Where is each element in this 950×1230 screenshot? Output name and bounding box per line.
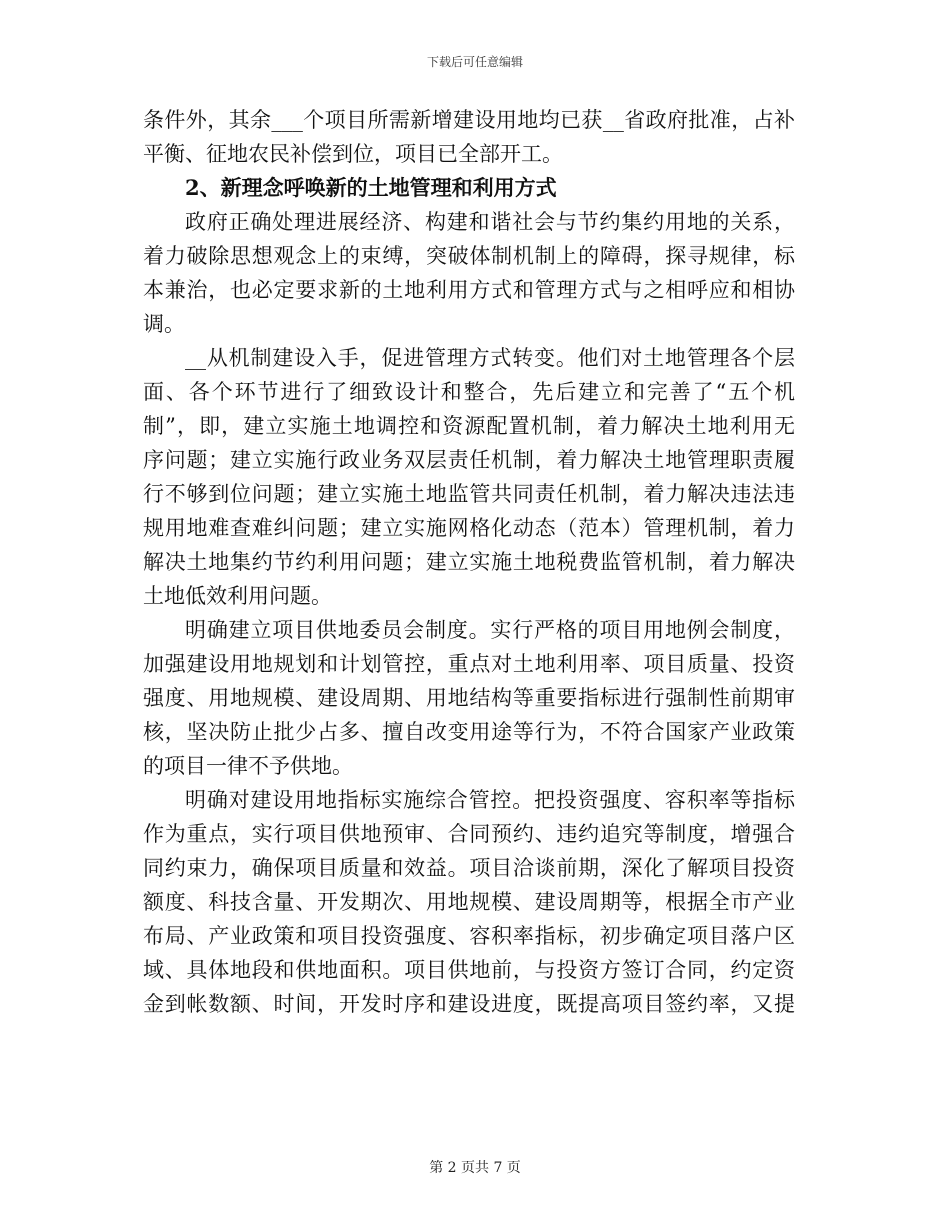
text-line: 明确对建设用地指标实施综合管控。把投资强度、容积率等指标 bbox=[185, 788, 795, 812]
text-line: 解决土地集约节约利用问题；建立实施土地税费监管机制，着力解决 bbox=[143, 550, 795, 574]
text-line: 额度、科技含量、开发期次、用地规模、建设周期等，根据全市产业 bbox=[143, 890, 795, 914]
text-line: 核，坚决防止批少占多、擅自改变用途等行为，不符合国家产业政策 bbox=[143, 720, 795, 744]
text-line: 调。 bbox=[143, 312, 185, 336]
text-line: 本兼治，也必定要求新的土地利用方式和管理方式与之相呼应和相协 bbox=[143, 278, 795, 302]
text-line: 金到帐数额、时间，开发时序和建设进度，既提高项目签约率，又提 bbox=[143, 992, 795, 1016]
text-line: 行不够到位问题；建立实施土地监管共同责任机制，着力解决违法违 bbox=[143, 482, 795, 506]
text-line: 的项目一律不予供地。 bbox=[143, 754, 353, 778]
text-line: __从机制建设入手，促进管理方式转变。他们对土地管理各个层 bbox=[185, 346, 795, 370]
text-line: 作为重点，实行项目供地预审、合同预约、违约追究等制度，增强合 bbox=[143, 822, 795, 846]
document-body bbox=[143, 103, 795, 1021]
page-footer: 第 2 页共 7 页 bbox=[429, 1160, 521, 1176]
text-line: 加强建设用地规划和计划管控，重点对土地利用率、项目质量、投资 bbox=[143, 652, 795, 676]
text-line: 着力破除思想观念上的束缚，突破体制机制上的障碍，探寻规律，标 bbox=[143, 244, 795, 268]
text-line: 布局、产业政策和项目投资强度、容积率指标，初步确定项目落户区 bbox=[143, 924, 795, 948]
text-line: 序问题；建立实施行政业务双层责任机制，着力解决土地管理职责履 bbox=[143, 448, 795, 472]
text-line: 制”，即，建立实施土地调控和资源配置机制，着力解决土地利用无 bbox=[143, 414, 795, 438]
text-line: 同约束力，确保项目质量和效益。项目洽谈前期，深化了解项目投资 bbox=[143, 856, 795, 880]
text-line: 条件外，其余___个项目所需新增建设用地均已获__省政府批准，占补 bbox=[143, 108, 795, 132]
text-line: 明确建立项目供地委员会制度。实行严格的项目用地例会制度， bbox=[185, 618, 795, 642]
text-line: 面、各个环节进行了细致设计和整合，先后建立和完善了“五个机 bbox=[143, 380, 795, 404]
text-line: 域、具体地段和供地面积。项目供地前，与投资方签订合同，约定资 bbox=[143, 958, 795, 982]
text-line: 平衡、征地农民补偿到位，项目已全部开工。 bbox=[143, 142, 563, 166]
text-line: 规用地难查难纠问题；建立实施网格化动态（范本）管理机制，着力 bbox=[143, 516, 795, 540]
page-header: 下载后可任意编辑 bbox=[426, 55, 523, 69]
text-line: 强度、用地规模、建设周期、用地结构等重要指标进行强制性前期审 bbox=[143, 686, 795, 710]
text-line: 政府正确处理进展经济、构建和谐社会与节约集约用地的关系， bbox=[185, 210, 795, 234]
text-line: 土地低效利用问题。 bbox=[143, 584, 332, 608]
section-heading: 2、新理念呼唤新的土地管理和利用方式 bbox=[185, 175, 557, 200]
